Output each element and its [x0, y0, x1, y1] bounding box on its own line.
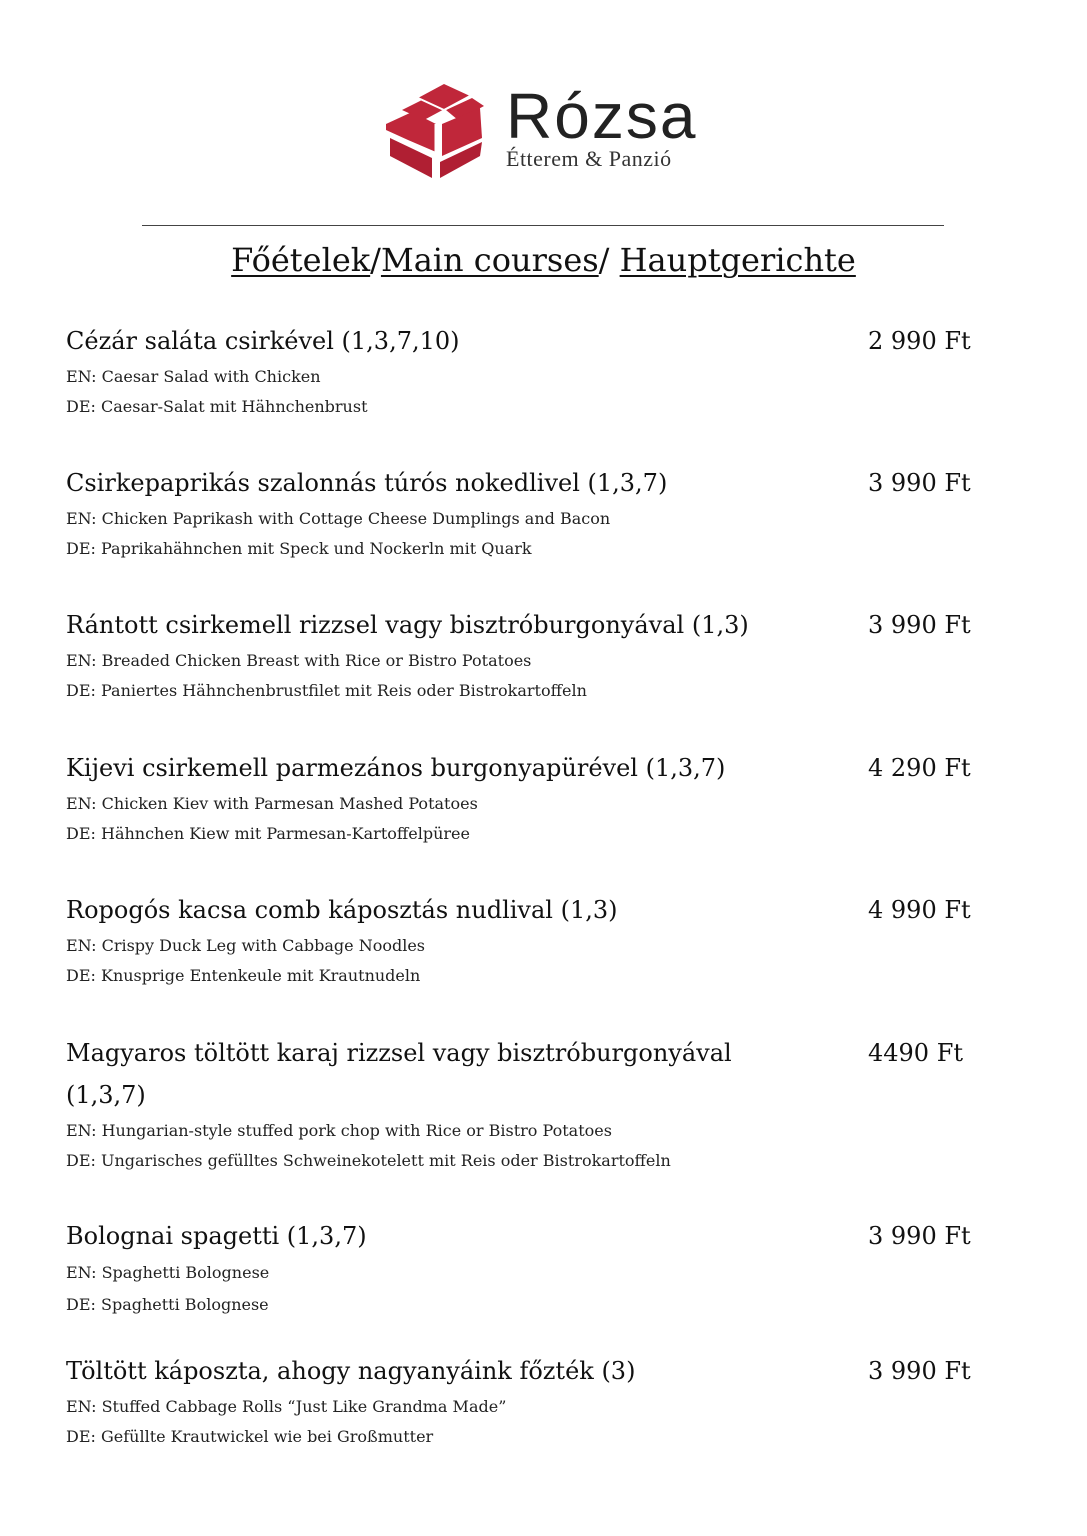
title-de: Hauptgerichte — [619, 241, 856, 279]
dish-price: 4 990 Ft — [868, 896, 971, 924]
menu-item — [66, 320, 986, 422]
title-en: Main courses — [380, 241, 599, 279]
page-title: Főételek/Main courses/ Hauptgerichte — [231, 241, 856, 279]
dish-german: DE: Paniertes Hähnchenbrustfilet mit Reis oder Bistrokartoffeln — [66, 681, 587, 700]
dish-name: Cézár saláta csirkével (1,3,7,10) — [66, 327, 460, 355]
dish-name: Töltött káposzta, ahogy nagyanyáink főzték (3) — [66, 1357, 636, 1385]
logo-name: Rózsa — [506, 80, 698, 152]
dish-german: DE: Knusprige Entenkeule mit Krautnudeln — [66, 966, 421, 985]
menu-item — [66, 1032, 986, 1176]
menu-item — [66, 889, 986, 991]
dish-english: EN: Hungarian-style stuffed pork chop with Rice or Bistro Potatoes — [66, 1121, 612, 1140]
dish-name: Ropogós kacsa comb káposztás nudlival (1,3) — [66, 896, 618, 924]
dish-english: EN: Chicken Kiev with Parmesan Mashed Potatoes — [66, 794, 478, 813]
dish-price: 3 990 Ft — [868, 1357, 971, 1385]
divider-line — [142, 225, 944, 226]
dish-name: Magyaros töltött karaj rizzsel vagy bisztróburgonyával (1,3,7) — [66, 1039, 732, 1109]
dish-german: DE: Hähnchen Kiew mit Parmesan-Kartoffelpüree — [66, 824, 470, 843]
dish-german: DE: Ungarisches gefülltes Schweinekotelett mit Reis oder Bistrokartoffeln — [66, 1151, 671, 1170]
dish-name: Kijevi csirkemell parmezános burgonyapürével (1,3,7) — [66, 754, 726, 782]
dish-name: Csirkepaprikás szalonnás túrós nokedlivel (1,3,7) — [66, 469, 668, 497]
dish-price: 4490 Ft — [868, 1039, 964, 1067]
logo-subtitle: Étterem & Panzió — [506, 146, 672, 171]
dish-price: 3 990 Ft — [868, 611, 971, 639]
dish-name: Bolognai spagetti (1,3,7) — [66, 1222, 367, 1250]
dish-price: 2 990 Ft — [868, 327, 971, 355]
dish-price: 3 990 Ft — [868, 469, 971, 497]
dish-english: EN: Spaghetti Bolognese — [66, 1263, 270, 1282]
dish-english: EN: Chicken Paprikash with Cottage Cheese Dumplings and Bacon — [66, 509, 611, 528]
dish-price: 4 290 Ft — [868, 754, 971, 782]
dish-english: EN: Breaded Chicken Breast with Rice or Bistro Potatoes — [66, 651, 532, 670]
menu-item — [66, 1215, 986, 1321]
dish-english: EN: Crispy Duck Leg with Cabbage Noodles — [66, 936, 426, 955]
menu-item — [66, 747, 986, 849]
menu-item — [66, 462, 986, 564]
dish-german: DE: Caesar-Salat mit Hähnchenbrust — [66, 397, 368, 416]
menu-item — [66, 604, 986, 706]
dish-price: 3 990 Ft — [868, 1222, 971, 1250]
dish-english: EN: Stuffed Cabbage Rolls “Just Like Grandma Made” — [66, 1397, 507, 1416]
dish-german: DE: Gefüllte Krautwickel wie bei Großmutter — [66, 1427, 434, 1446]
dish-english: EN: Caesar Salad with Chicken — [66, 367, 321, 386]
rose-cube-icon — [384, 82, 488, 182]
dish-german: DE: Paprikahähnchen mit Speck und Nockerln mit Quark — [66, 539, 532, 558]
restaurant-logo — [384, 82, 714, 182]
title-hu: Főételek — [231, 241, 371, 279]
dish-name: Rántott csirkemell rizzsel vagy bisztróburgonyával (1,3) — [66, 611, 749, 639]
menu-item — [66, 1350, 986, 1452]
dish-german: DE: Spaghetti Bolognese — [66, 1295, 269, 1314]
